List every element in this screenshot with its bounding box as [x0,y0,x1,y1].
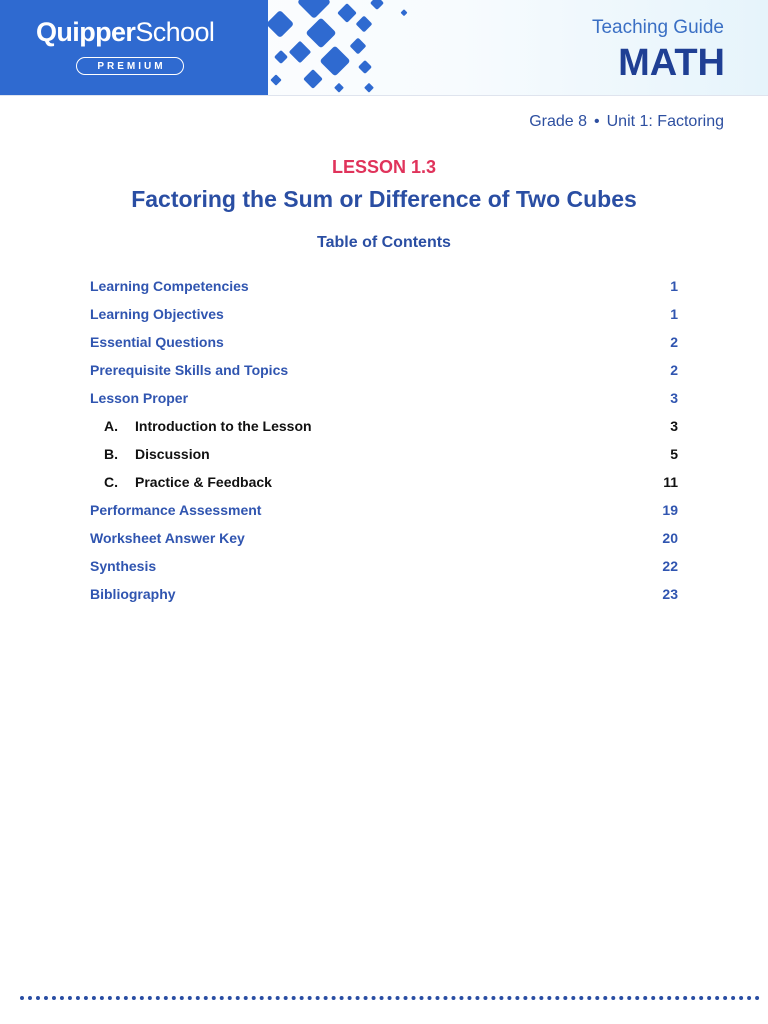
toc-entry-label: Introduction to the Lesson [135,418,312,434]
toc-entry-worksheet-answer-key[interactable] [90,528,678,556]
separator-dot: • [594,113,600,130]
toc-entry-label: Lesson Proper [90,390,189,406]
toc-sub-letter: A. [104,418,118,434]
teaching-guide-label: Teaching Guide [591,17,724,38]
toc-entry-label: Essential Questions [90,334,224,350]
toc-entry-bibliography[interactable] [90,584,678,612]
toc-entry-label: Discussion [135,446,210,462]
grade-label: Grade 8 [529,113,587,130]
logo-quipper-text: Quipper [36,17,136,47]
toc-entry-label: Learning Objectives [90,306,224,322]
toc-page-number: 3 [670,418,678,434]
toc-page-number: 5 [670,446,678,462]
toc-entry-synthesis[interactable] [90,556,678,584]
premium-badge: PREMIUM [76,57,184,75]
toc-sub-letter: B. [104,446,118,462]
footer-dotted-divider [20,996,760,1000]
page-header [0,0,768,96]
toc-page-number: 22 [662,558,678,574]
grade-unit-line [529,112,724,132]
toc-heading: Table of Contents [317,234,451,251]
toc-page-number: 1 [670,278,678,294]
toc-entry-lesson-proper[interactable] [90,388,678,416]
toc-entry-label: Practice & Feedback [135,474,272,490]
toc-sub-letter: C. [104,474,118,490]
toc-entry-label: Bibliography [90,586,176,602]
toc-page-number: 23 [662,586,678,602]
toc-entry-practice-feedback[interactable] [90,472,678,500]
toc-entry-label: Synthesis [90,558,157,574]
logo-school-text: School [135,17,215,47]
toc-page-number: 19 [662,502,678,518]
quipper-school-logo [36,16,214,48]
table-of-contents [90,276,678,612]
toc-entry-label: Prerequisite Skills and Topics [90,362,289,378]
diamond-pattern-icon [262,0,412,95]
subject-title: MATH [618,42,725,84]
toc-page-number: 11 [663,474,678,490]
lesson-number: LESSON 1.3 [331,157,437,177]
toc-entry-learning-competencies[interactable] [90,276,678,304]
toc-page-number: 2 [670,362,678,378]
toc-entry-label: Worksheet Answer Key [90,530,245,546]
lesson-title: Factoring the Sum or Difference of Two Cubes [131,186,637,212]
toc-entry-essential-questions[interactable] [90,332,678,360]
toc-entry-discussion[interactable] [90,444,678,472]
toc-entry-performance-assessment[interactable] [90,500,678,528]
toc-page-number: 20 [662,530,678,546]
toc-entry-prerequisite-skills[interactable] [90,360,678,388]
toc-page-number: 2 [670,334,678,350]
toc-page-number: 3 [670,390,678,406]
toc-entry-learning-objectives[interactable] [90,304,678,332]
toc-entry-introduction[interactable] [90,416,678,444]
brand-panel [0,0,268,95]
toc-entry-label: Learning Competencies [90,278,249,294]
toc-page-number: 1 [670,306,678,322]
toc-entry-label: Performance Assessment [90,502,262,518]
unit-label: Unit 1: Factoring [606,113,724,130]
